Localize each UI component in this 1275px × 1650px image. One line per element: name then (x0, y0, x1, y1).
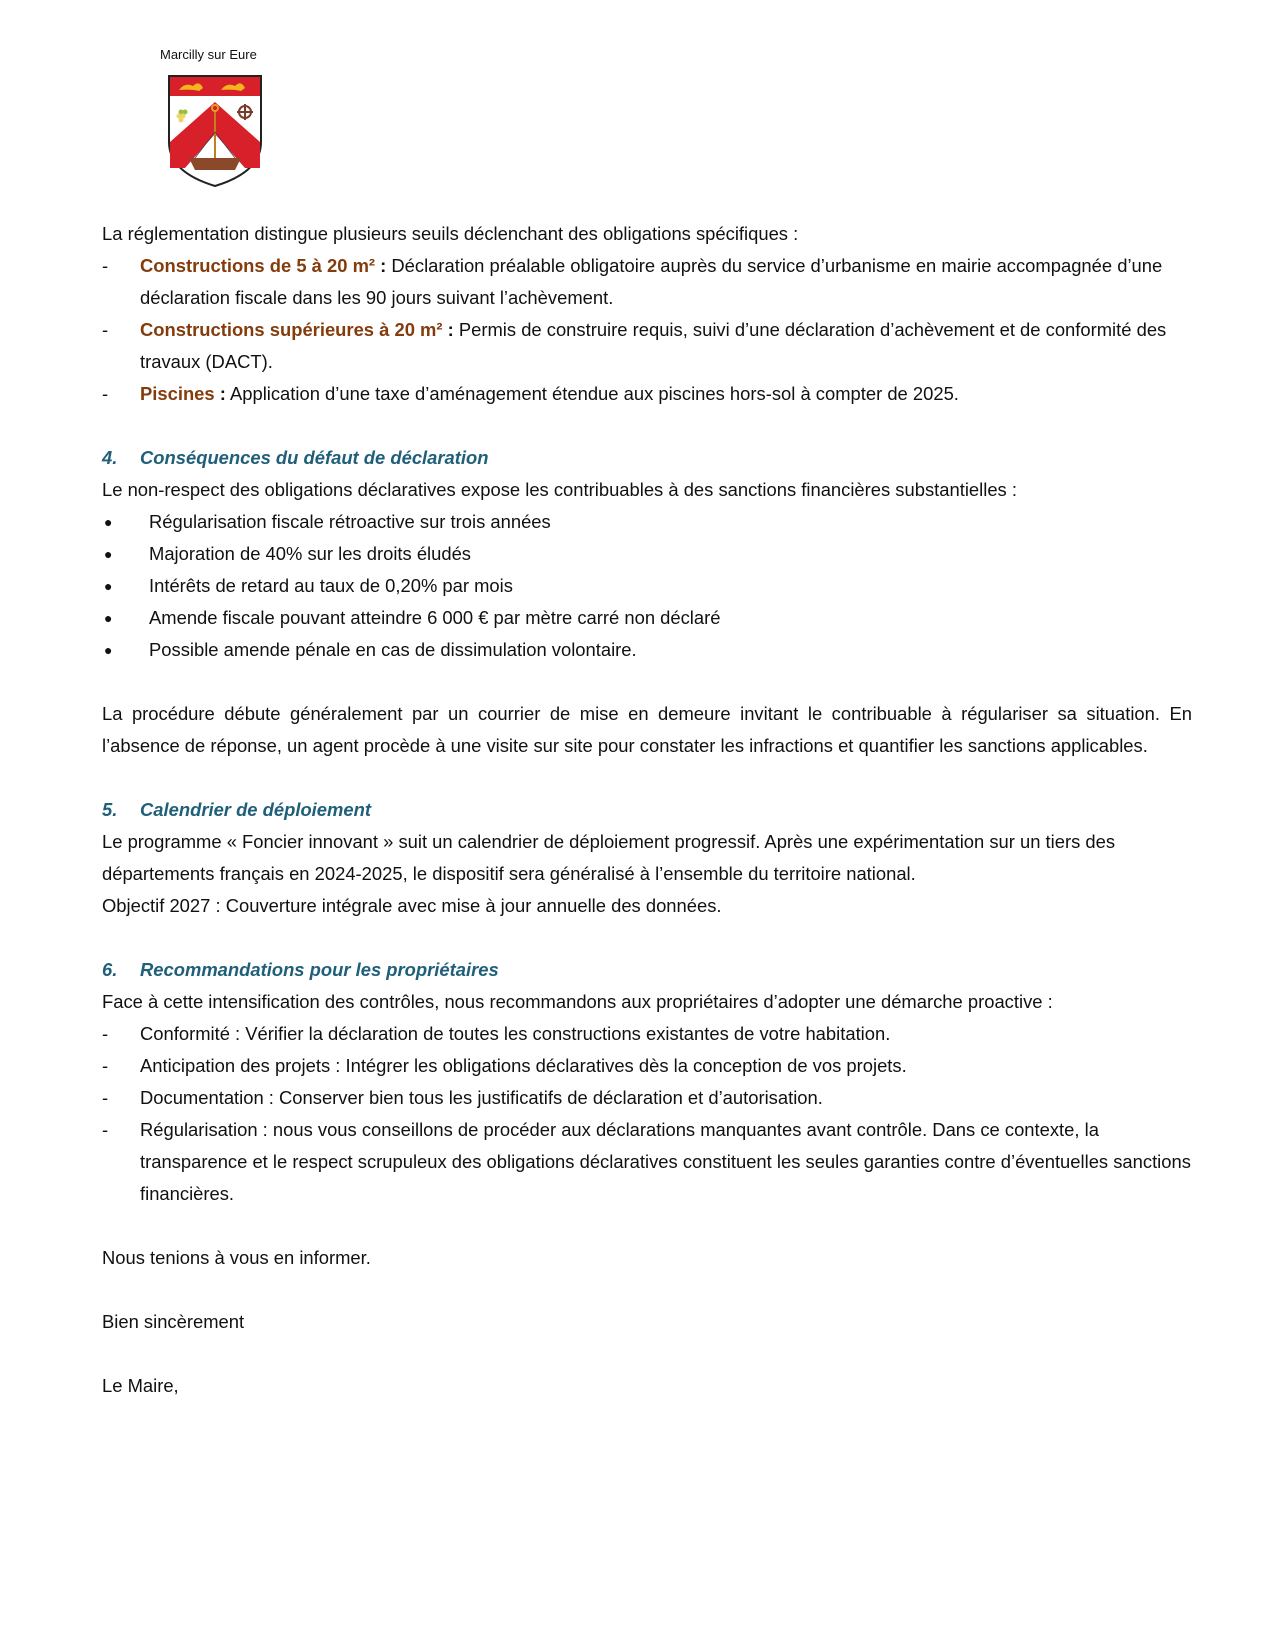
coat-of-arms-icon (165, 72, 265, 190)
list-item (102, 634, 1192, 666)
intro-text: La réglementation distingue plusieurs seuils déclenchant des obligations spécifiques : (102, 223, 799, 244)
list-item-text: Intérêts de retard au taux de 0,20% par mois (149, 575, 513, 596)
threshold-label: Constructions supérieures à 20 m² (140, 319, 448, 340)
dash-marker: - (102, 383, 109, 404)
recommendation-text: Documentation : Conserver bien tous les justificatifs de déclaration et d’autorisation. (140, 1087, 823, 1108)
section-number: 6. (102, 959, 118, 980)
section-title: Recommandations pour les propriétaires (140, 959, 499, 980)
recommendation-item (102, 1018, 1192, 1050)
section-heading-5 (102, 794, 1192, 826)
section-heading-6 (102, 954, 1192, 986)
recommendation-item (102, 1050, 1192, 1082)
list-item-text: Majoration de 40% sur les droits éludés (149, 543, 472, 564)
closing-salutation: Bien sincèrement (102, 1311, 245, 1332)
bullet-icon: ● (104, 514, 113, 530)
label-colon: : (219, 383, 226, 404)
dash-marker: - (102, 1055, 109, 1076)
recommendation-item (102, 1082, 1192, 1114)
label-colon: : (447, 319, 454, 340)
section-title: Conséquences du défaut de déclaration (140, 447, 489, 468)
signature: Le Maire, (102, 1375, 179, 1396)
section5-objective: Objectif 2027 : Couverture intégrale avec mise à jour annuelle des données. (102, 895, 722, 916)
town-name: Marcilly sur Eure (160, 47, 257, 62)
dash-marker: - (102, 1119, 109, 1140)
recommendation-item (102, 1114, 1192, 1210)
section-heading-4 (102, 442, 1192, 474)
threshold-item (102, 378, 1192, 410)
bullet-icon: ● (104, 610, 113, 626)
section4-intro: Le non-respect des obligations déclaratives expose les contribuables à des sanctions financières substantielles : (102, 479, 1017, 500)
recommendation-text: Conformité : Vérifier la déclaration de toutes les constructions existantes de votre habitation. (140, 1023, 891, 1044)
bullet-icon: ● (104, 642, 113, 658)
list-item-text: Amende fiscale pouvant atteindre 6 000 € par mètre carré non déclaré (149, 607, 721, 628)
threshold-item (102, 250, 1192, 314)
dash-marker: - (102, 1023, 109, 1044)
dash-marker: - (102, 255, 109, 276)
section6-intro: Face à cette intensification des contrôles, nous recommandons aux propriétaires d’adopter une démarche proactive : (102, 991, 1053, 1012)
letter-body (102, 218, 1192, 1402)
bullet-icon: ● (104, 546, 113, 562)
threshold-label: Piscines (140, 383, 220, 404)
dash-marker: - (102, 319, 109, 340)
list-item (102, 506, 1192, 538)
procedure-paragraph: La procédure débute généralement par un courrier de mise en demeure invitant le contribuable à régulariser sa situation. En l’absence de réponse, un agent procède à une visite sur site pour constater les infractions et quantifier les sanctions applicables. (102, 703, 1192, 756)
section-title: Calendrier de déploiement (140, 799, 371, 820)
label-colon: : (380, 255, 387, 276)
threshold-item (102, 314, 1192, 378)
closing-inform: Nous tenions à vous en informer. (102, 1247, 371, 1268)
list-item (102, 538, 1192, 570)
threshold-text: Déclaration préalable obligatoire auprès du service d’urbanisme en mairie accompagnée d’une déclaration fiscale dans les 90 jours suivant l’achèvement. (140, 255, 1163, 308)
threshold-label: Constructions de 5 à 20 m² (140, 255, 381, 276)
threshold-text: Application d’une taxe d’aménagement étendue aux piscines hors-sol à compter de 2025. (225, 383, 959, 404)
dash-marker: - (102, 1087, 109, 1108)
list-item (102, 570, 1192, 602)
list-item-text: Régularisation fiscale rétroactive sur trois années (149, 511, 551, 532)
bullet-icon: ● (104, 578, 113, 594)
section-number: 5. (102, 799, 118, 820)
section-number: 4. (102, 447, 118, 468)
section5-paragraph: Le programme « Foncier innovant » suit un calendrier de déploiement progressif. Après une expérimentation sur un tiers des départements français en 2024-2025, le dispositif sera généralisé à l’ensemble du territoire national. (102, 831, 1116, 884)
list-item (102, 602, 1192, 634)
recommendation-text: Anticipation des projets : Intégrer les obligations déclaratives dès la conception de vos projets. (140, 1055, 907, 1076)
recommendation-text: Régularisation : nous vous conseillons de procéder aux déclarations manquantes avant contrôle. Dans ce contexte, la transparence et le respect scrupuleux des obligations déclaratives constituent les seules garanties contre d’éventuelles sanctions financières. (140, 1119, 1191, 1204)
list-item-text: Possible amende pénale en cas de dissimulation volontaire. (149, 639, 637, 660)
threshold-text: Permis de construire requis, suivi d’une déclaration d’achèvement et de conformité des travaux (DACT). (140, 319, 1167, 372)
